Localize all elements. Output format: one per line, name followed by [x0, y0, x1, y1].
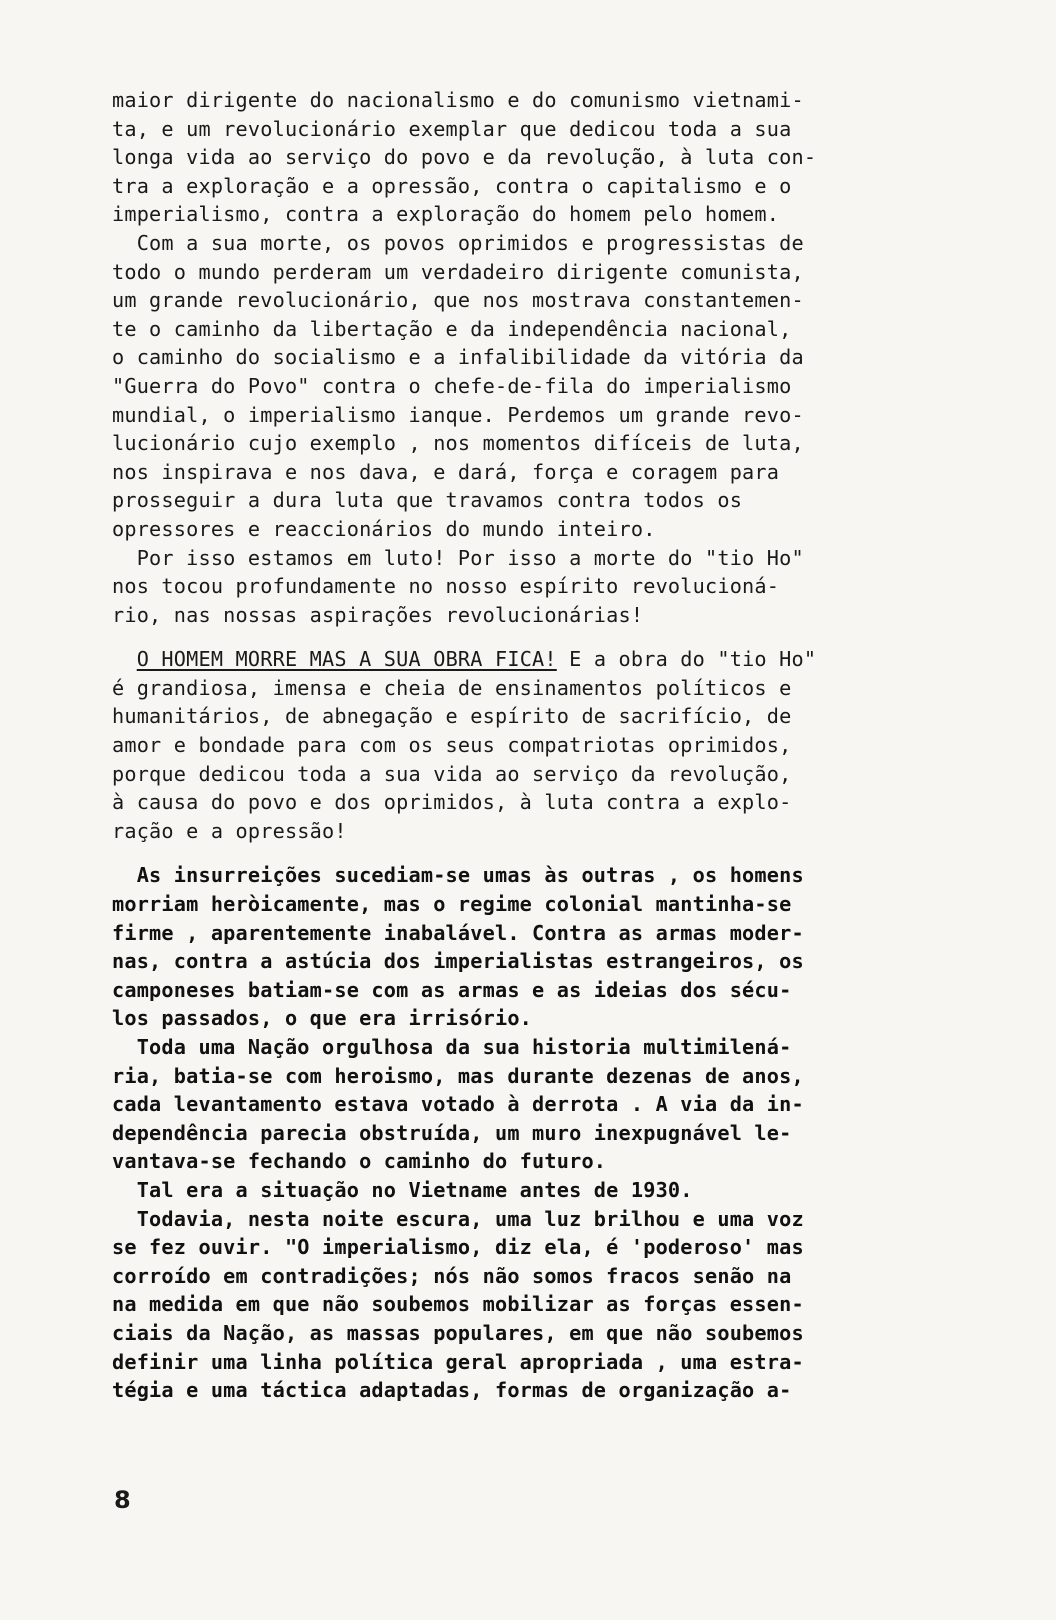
- page-number: 8: [114, 1486, 131, 1514]
- text-line: longa vida ao serviço do povo e da revolução, à luta con-: [112, 145, 817, 170]
- text-line: Toda uma Nação orgulhosa da sua historia multimilená-: [112, 1035, 792, 1059]
- paragraph: [112, 861, 974, 1033]
- text-line: nas, contra a astúcia dos imperialistas estrangeiros, os: [112, 949, 804, 974]
- text-line: prosseguir a dura luta que travamos contra todos os: [112, 488, 743, 513]
- text-line: definir uma linha política geral apropriada , uma estra-: [112, 1349, 804, 1374]
- paragraph: [112, 86, 974, 229]
- text-line: cada levantamento estava votado à derrota . A via da in-: [112, 1092, 804, 1117]
- text-line: tra a exploração e a opressão, contra o capitalismo e o: [112, 173, 792, 198]
- text-line: morriam heròicamente, mas o regime colonial mantinha-se: [112, 892, 792, 917]
- text-line: opressores e reaccionários do mundo inteiro.: [112, 516, 656, 541]
- paragraph-gap: [112, 629, 974, 645]
- body-text: [112, 86, 974, 1405]
- paragraph: [112, 544, 974, 630]
- text-line: te o caminho da libertação e da independência nacional,: [112, 316, 792, 341]
- inline-heading: O HOMEM MORRE MAS A SUA OBRA FICA!: [136, 647, 557, 672]
- paragraph: [112, 1205, 974, 1405]
- text-line: é grandiosa, imensa e cheia de ensinamentos políticos e: [112, 675, 792, 700]
- text-line: O HOMEM MORRE MAS A SUA OBRA FICA! E a obra do "tio Ho": [136, 647, 817, 672]
- text-line: à causa do povo e dos oprimidos, à luta contra a explo-: [112, 790, 792, 815]
- text-line: amor e bondade para com os seus compatriotas oprimidos,: [112, 733, 792, 758]
- text-line: ciais da Nação, as massas populares, em que não soubemos: [112, 1320, 804, 1345]
- text-line: nos tocou profundamente no nosso espírito revolucioná-: [112, 574, 780, 599]
- paragraph: [112, 1033, 974, 1176]
- text-line: na medida em que não soubemos mobilizar as forças essen-: [112, 1292, 804, 1317]
- text-line: Por isso estamos em luto! Por isso a morte do "tio Ho": [112, 545, 804, 570]
- text-line: As insurreições sucediam-se umas às outras , os homens: [112, 863, 804, 888]
- text-line: Com a sua morte, os povos oprimidos e progressistas de: [112, 230, 804, 255]
- text-line: porque dedicou toda a sua vida ao serviço da revolução,: [112, 761, 792, 786]
- text-line: o caminho do socialismo e a infalibilidade da vitória da: [112, 345, 804, 370]
- text-line: corroído em contradições; nós não somos fracos senão na: [112, 1263, 792, 1288]
- text-line: um grande revolucionário, que nos mostrava constantemen-: [112, 288, 804, 313]
- text-line: dependência parecia obstruída, um muro inexpugnável le-: [112, 1120, 792, 1145]
- text-line: rio, nas nossas aspirações revolucionárias!: [112, 602, 644, 627]
- paragraph: [112, 1176, 974, 1205]
- text-line: imperialismo, contra a exploração do homem pelo homem.: [112, 202, 780, 227]
- text-line: nos inspirava e nos dava, e dará, força e coragem para: [112, 459, 780, 484]
- paragraph: [112, 229, 974, 544]
- paragraph: [112, 645, 974, 845]
- text-line: Todavia, nesta noite escura, uma luz brilhou e uma voz: [112, 1206, 804, 1231]
- text-line: vantava-se fechando o caminho do futuro.: [112, 1149, 607, 1174]
- text-line: "Guerra do Povo" contra o chefe-de-fila do imperialismo: [112, 373, 792, 398]
- text-line: todo o mundo perderam um verdadeiro dirigente comunista,: [112, 259, 804, 284]
- text-line: tégia e uma táctica adaptadas, formas de organização a-: [112, 1378, 792, 1403]
- text-line: humanitários, de abnegação e espírito de sacrifício, de: [112, 704, 792, 729]
- text-line: los passados, o que era irrisório.: [112, 1006, 533, 1031]
- text-line: ta, e um revolucionário exemplar que dedicou toda a sua: [112, 116, 792, 141]
- text-line: mundial, o imperialismo ianque. Perdemos um grande revo-: [112, 402, 804, 427]
- text-line: firme , aparentemente inabalável. Contra as armas moder-: [112, 920, 804, 945]
- text-line: camponeses batiam-se com as armas e as ideias dos sécu-: [112, 977, 792, 1002]
- text-line: maior dirigente do nacionalismo e do comunismo vietnami-: [112, 88, 804, 112]
- text-line: ria, batia-se com heroismo, mas durante dezenas de anos,: [112, 1063, 804, 1088]
- text-line: ração e a opressão!: [112, 818, 347, 843]
- text-line: Tal era a situação no Vietname antes de 1930.: [112, 1177, 693, 1202]
- text-line: se fez ouvir. "O imperialismo, diz ela, é 'poderoso' mas: [112, 1235, 804, 1260]
- text-line: lucionário cujo exemplo , nos momentos difíceis de luta,: [112, 431, 804, 456]
- paragraph-gap: [112, 845, 974, 861]
